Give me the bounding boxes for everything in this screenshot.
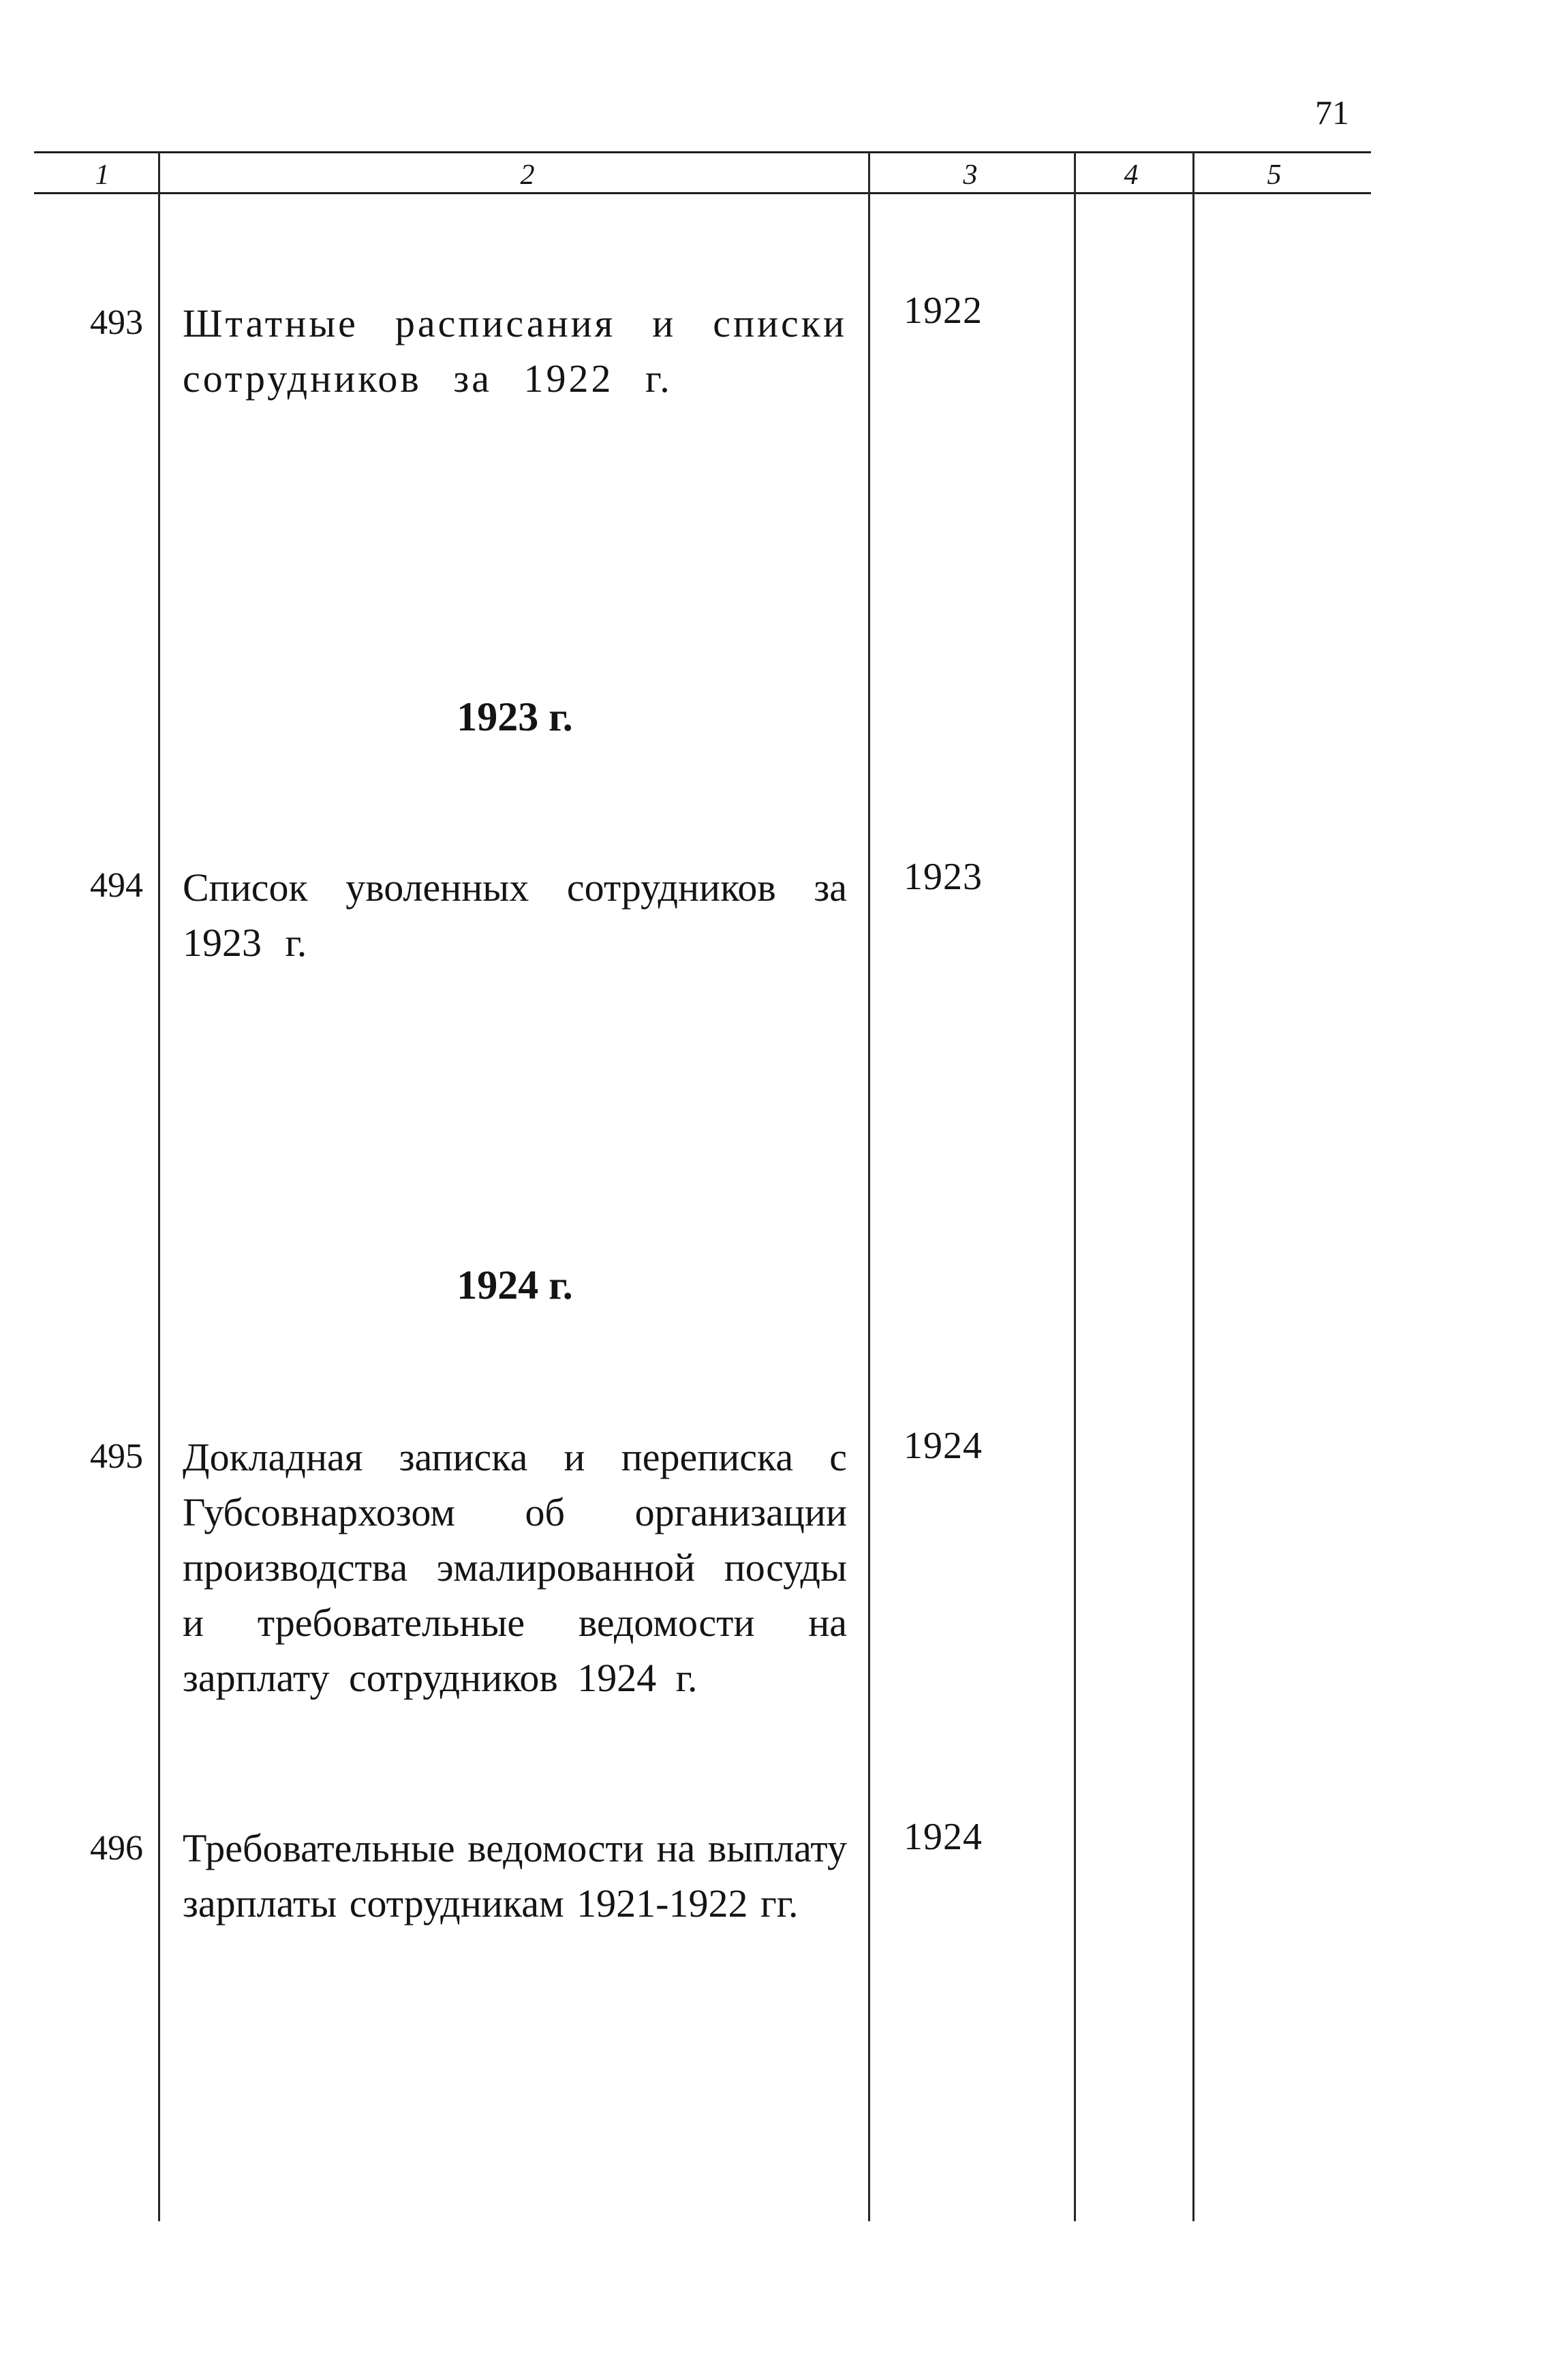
entry-description: Требовательные ведомости на выплату зарплаты сотрудникам 1921-1922 гг. <box>183 1826 847 1926</box>
column-divider <box>1192 151 1194 2221</box>
entry-year: 1922 <box>904 290 983 332</box>
column-header: 2 <box>520 159 535 191</box>
entry-number: 493 <box>90 303 143 342</box>
entry-number: 495 <box>90 1437 143 1476</box>
section-heading: 1924 г. <box>457 1263 573 1308</box>
column-header: 1 <box>95 159 110 191</box>
column-header: 5 <box>1267 159 1282 191</box>
entry-number: 494 <box>90 866 143 905</box>
table-top-rule <box>34 151 1371 153</box>
column-divider <box>868 151 870 2221</box>
column-divider <box>1074 151 1076 2221</box>
header-bottom-rule <box>34 192 1371 194</box>
column-divider <box>158 151 160 2221</box>
column-header: 4 <box>1124 159 1139 191</box>
entry-year: 1924 <box>904 1425 983 1467</box>
column-header: 3 <box>963 159 978 191</box>
section-heading: 1923 г. <box>457 694 573 739</box>
entry-number: 496 <box>90 1829 143 1868</box>
page-number: 71 <box>1315 93 1349 132</box>
entry-description: Штатные расписания и списки сотрудников за 1922 г. <box>183 301 847 401</box>
entry-year: 1924 <box>904 1816 983 1858</box>
entry-description: Докладная записка и переписка с Губсовнархозом об организации производства эмалированной посуды и требовательные ведомости на зарплату сотрудников 1924 г. <box>183 1435 847 1700</box>
entry-description: Список уволенных сотрудников за 1923 г. <box>183 865 847 965</box>
entry-year: 1923 <box>904 856 983 898</box>
